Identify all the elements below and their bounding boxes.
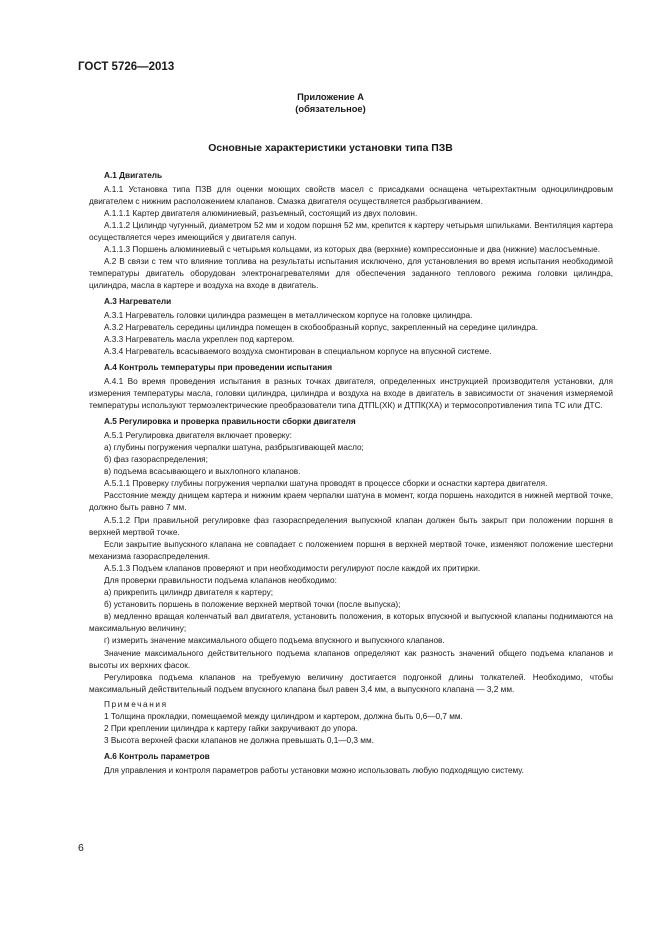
note-item: 2 При креплении цилиндра к картеру гайки закручивают до упора. xyxy=(104,724,358,734)
section-heading: А.6 Контроль параметров xyxy=(104,751,210,761)
list-item: б) фаз газораспределения; xyxy=(104,455,208,465)
paragraph: А.3.1 Нагреватель головки цилиндра размещен в металлическом корпусе на головке цилиндра. xyxy=(104,311,473,321)
section-heading: А.4 Контроль температуры при проведении испытания xyxy=(104,362,333,372)
document-title: Основные характеристики установки типа ПЗВ xyxy=(208,143,453,154)
appendix-title: Приложение А xyxy=(297,92,364,102)
paragraph: А.5.1.2 При правильной регулировке фаз газораспределения выпускной клапан должен быть закрыт при положении поршня в верхней мертвой точке. xyxy=(89,515,613,537)
list-item: в) подъема всасывающего и выхлопного клапанов. xyxy=(104,467,301,477)
list-item: в) медленно вращая коленчатый вал двигателя, установить положения, в которых впускной и выпускной клапаны поднимаются на максимальную величину; xyxy=(89,612,613,634)
appendix-block xyxy=(0,92,661,115)
paragraph: Для управления и контроля параметров работы установки можно использовать любую подходящую систему. xyxy=(104,765,524,775)
list-item: а) глубины погружения черпалки шатуна, разбрызгивающей масло; xyxy=(104,442,364,452)
note-item: 3 Высота верхней фаски клапанов не должна превышать 0,1—0,3 мм. xyxy=(104,736,374,746)
paragraph: А.1.1.3 Поршень алюминиевый с четырьмя кольцами, из которых два (верхние) компрессионные и два (нижние) маслосъемные. xyxy=(104,245,600,255)
paragraph: А.5.1.1 Проверку глубины погружения черпалки шатуна проводят в процессе сборки и оснастки картера двигателя. xyxy=(104,479,548,489)
paragraph: Регулировка подъема клапанов на требуемую величину достигается подгонкой длины толкателей. Необходимо, чтобы максимальный действительный подъем впускного клапана был равен 3,4 мм, а выпускного клапана — 3,2 мм. xyxy=(89,672,613,694)
list-item: г) измерить значение максимального общего подъема впускного и выпускного клапанов. xyxy=(104,636,445,646)
section-heading: А.5 Регулировка и проверка правильности сборки двигателя xyxy=(104,416,356,426)
paragraph: А.1.1.2 Цилиндр чугунный, диаметром 52 мм и ходом поршня 52 мм, крепится к картеру четырьмя шпильками. Вентиляция картера осуществляется через имеющийся у двигателя сапун. xyxy=(89,220,613,242)
paragraph: А.2 В связи с тем что влияние топлива на результаты испытания исключено, для установления во время испытания необходимой температуры двигатель оборудован электронагревателями для обеспечения заданного теплового режима головки цилиндра, цилиндра, масла в картере и воздуха на входе в двигатель. xyxy=(89,257,613,291)
list-item: б) установить поршень в положение верхней мертвой точки (после выпуска); xyxy=(104,600,401,610)
page-number: 6 xyxy=(78,842,84,854)
paragraph: А.1.1.1 Картер двигателя алюминиевый, разъемный, состоящий из двух половин. xyxy=(104,208,418,218)
paragraph: А.3.3 Нагреватель масла укреплен под картером. xyxy=(104,335,295,345)
notes-heading: Примечания xyxy=(104,699,168,709)
section-heading: А.3 Нагреватели xyxy=(104,296,172,306)
paragraph: А.3.2 Нагреватель середины цилиндра помещен в скобообразный корпус, закрепленный на середине цилиндра. xyxy=(104,323,538,333)
section-heading: А.1 Двигатель xyxy=(104,170,163,180)
paragraph: Для проверки правильности подъема клапанов необходимо: xyxy=(104,576,337,585)
paragraph: Расстояние между днищем картера и нижним краем черпалки шатуна в момент, когда поршень находится в нижней мертвой точке, должно быть равно 7 мм. xyxy=(89,491,613,513)
paragraph: А.5.1.3 Подъем клапанов проверяют и при необходимости регулируют после каждой их притирки. xyxy=(104,563,481,573)
paragraph: Значение максимального действительного подъема клапанов определяют как разность значений общего подъема клапанов и высоты их верхних фасок. xyxy=(89,648,613,670)
paragraph: А.4.1 Во время проведения испытания в разных точках двигателя, определенных инструкцией производителя установки, для измерения температуры масла, головки цилиндра, цилиндра и воздуха на входе в двигатель в зависимости от значения измеряемой температуры используют термоэлектрические преобразователи типа ДТПL(ХК) и ДТПК(ХА) и термосопротивления типа ТС или ДТС. xyxy=(89,377,613,411)
document-body xyxy=(89,166,613,777)
paragraph: А.5.1 Регулировка двигателя включает проверку: xyxy=(104,430,292,440)
gost-header: ГОСТ 5726—2013 xyxy=(78,61,175,73)
appendix-status: (обязательное) xyxy=(295,103,366,114)
note-item: 1 Толщина прокладки, помещаемой между цилиндром и картером, должна быть 0,6—0,7 мм. xyxy=(104,712,463,722)
paragraph: А.1.1 Установка типа ПЗВ для оценки моющих свойств масел с присадками оснащена четырехтактным одноцилиндровым двигателем с нижним расположением клапанов. Смазка двигателя осуществляется разбрызгиванием. xyxy=(89,184,613,206)
list-item: а) прикрепить цилиндр двигателя к картеру; xyxy=(104,588,274,598)
paragraph: Если закрытие выпускного клапана не совпадает с положением поршня в верхней мертвой точке, изменяют положение шестерни механизма газораспределения. xyxy=(89,539,613,561)
paragraph: А.3.4 Нагреватель всасываемого воздуха смонтирован в специальном корпусе на впускной системе. xyxy=(104,347,492,357)
